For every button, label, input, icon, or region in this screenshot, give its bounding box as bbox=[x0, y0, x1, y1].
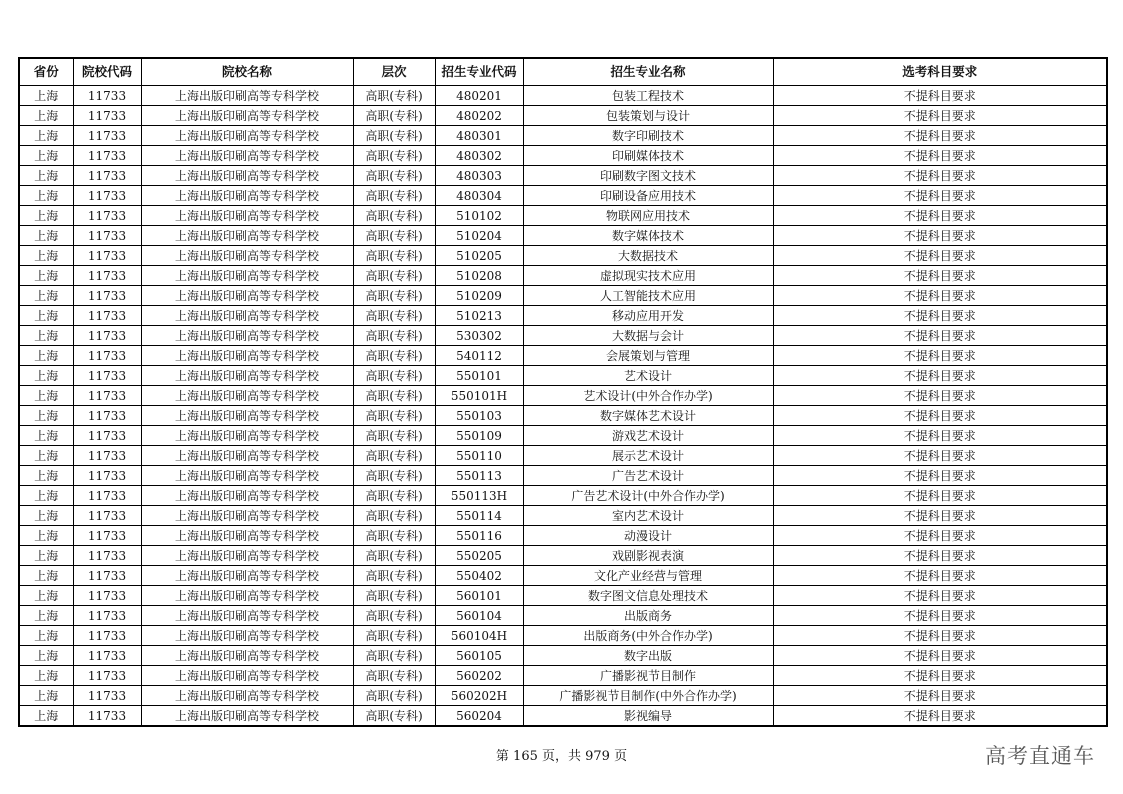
cell-province: 上海 bbox=[19, 366, 73, 386]
cell-major-code: 540112 bbox=[435, 346, 523, 366]
cell-major-name: 印刷数字图文技术 bbox=[523, 166, 773, 186]
cell-level: 高职(专科) bbox=[353, 566, 435, 586]
table-row bbox=[19, 186, 1107, 206]
cell-level: 高职(专科) bbox=[353, 326, 435, 346]
cell-school-code: 11733 bbox=[73, 246, 141, 266]
cell-major-code: 480202 bbox=[435, 106, 523, 126]
cell-school-name: 上海出版印刷高等专科学校 bbox=[141, 606, 353, 626]
cell-major-name: 戏剧影视表演 bbox=[523, 546, 773, 566]
watermark-logo: 高考直通车 bbox=[985, 744, 1095, 768]
page-number: 第 165 页，共 979 页 bbox=[495, 749, 628, 764]
header-school-code: 院校代码 bbox=[73, 58, 141, 86]
cell-major-name: 大数据技术 bbox=[523, 246, 773, 266]
cell-subject-requirement: 不提科目要求 bbox=[773, 226, 1107, 246]
cell-school-code: 11733 bbox=[73, 166, 141, 186]
cell-school-code: 11733 bbox=[73, 366, 141, 386]
table-row bbox=[19, 286, 1107, 306]
cell-school-name: 上海出版印刷高等专科学校 bbox=[141, 646, 353, 666]
cell-major-code: 550113H bbox=[435, 486, 523, 506]
cell-major-code: 510208 bbox=[435, 266, 523, 286]
cell-school-code: 11733 bbox=[73, 446, 141, 466]
cell-school-code: 11733 bbox=[73, 586, 141, 606]
cell-school-name: 上海出版印刷高等专科学校 bbox=[141, 626, 353, 646]
table-row bbox=[19, 506, 1107, 526]
cell-major-name: 动漫设计 bbox=[523, 526, 773, 546]
cell-level: 高职(专科) bbox=[353, 306, 435, 326]
cell-subject-requirement: 不提科目要求 bbox=[773, 426, 1107, 446]
table-row bbox=[19, 426, 1107, 446]
cell-province: 上海 bbox=[19, 346, 73, 366]
cell-province: 上海 bbox=[19, 186, 73, 206]
cell-school-code: 11733 bbox=[73, 466, 141, 486]
cell-level: 高职(专科) bbox=[353, 626, 435, 646]
cell-major-code: 510213 bbox=[435, 306, 523, 326]
cell-major-code: 550103 bbox=[435, 406, 523, 426]
cell-subject-requirement: 不提科目要求 bbox=[773, 486, 1107, 506]
table-row bbox=[19, 646, 1107, 666]
cell-province: 上海 bbox=[19, 566, 73, 586]
cell-level: 高职(专科) bbox=[353, 126, 435, 146]
cell-school-code: 11733 bbox=[73, 146, 141, 166]
cell-school-name: 上海出版印刷高等专科学校 bbox=[141, 526, 353, 546]
cell-major-name: 广告艺术设计 bbox=[523, 466, 773, 486]
cell-major-code: 550205 bbox=[435, 546, 523, 566]
cell-province: 上海 bbox=[19, 486, 73, 506]
cell-subject-requirement: 不提科目要求 bbox=[773, 266, 1107, 286]
cell-major-code: 550116 bbox=[435, 526, 523, 546]
cell-major-name: 艺术设计(中外合作办学) bbox=[523, 386, 773, 406]
cell-province: 上海 bbox=[19, 526, 73, 546]
header-subject-requirement: 选考科目要求 bbox=[773, 58, 1107, 86]
cell-school-name: 上海出版印刷高等专科学校 bbox=[141, 366, 353, 386]
cell-major-name: 文化产业经营与管理 bbox=[523, 566, 773, 586]
cell-school-name: 上海出版印刷高等专科学校 bbox=[141, 386, 353, 406]
cell-major-name: 出版商务 bbox=[523, 606, 773, 626]
cell-school-name: 上海出版印刷高等专科学校 bbox=[141, 246, 353, 266]
cell-school-code: 11733 bbox=[73, 86, 141, 106]
cell-level: 高职(专科) bbox=[353, 446, 435, 466]
cell-subject-requirement: 不提科目要求 bbox=[773, 406, 1107, 426]
cell-subject-requirement: 不提科目要求 bbox=[773, 166, 1107, 186]
cell-school-name: 上海出版印刷高等专科学校 bbox=[141, 566, 353, 586]
cell-school-code: 11733 bbox=[73, 606, 141, 626]
table-row bbox=[19, 406, 1107, 426]
cell-level: 高职(专科) bbox=[353, 346, 435, 366]
cell-school-name: 上海出版印刷高等专科学校 bbox=[141, 486, 353, 506]
table-row bbox=[19, 246, 1107, 266]
cell-school-code: 11733 bbox=[73, 566, 141, 586]
cell-major-code: 550109 bbox=[435, 426, 523, 446]
cell-subject-requirement: 不提科目要求 bbox=[773, 386, 1107, 406]
cell-level: 高职(专科) bbox=[353, 186, 435, 206]
cell-school-name: 上海出版印刷高等专科学校 bbox=[141, 86, 353, 106]
cell-major-name: 数字图文信息处理技术 bbox=[523, 586, 773, 606]
cell-subject-requirement: 不提科目要求 bbox=[773, 286, 1107, 306]
cell-major-code: 480304 bbox=[435, 186, 523, 206]
table-row bbox=[19, 326, 1107, 346]
cell-level: 高职(专科) bbox=[353, 166, 435, 186]
cell-school-name: 上海出版印刷高等专科学校 bbox=[141, 146, 353, 166]
cell-school-name: 上海出版印刷高等专科学校 bbox=[141, 406, 353, 426]
cell-subject-requirement: 不提科目要求 bbox=[773, 346, 1107, 366]
cell-major-name: 虚拟现实技术应用 bbox=[523, 266, 773, 286]
cell-school-name: 上海出版印刷高等专科学校 bbox=[141, 666, 353, 686]
cell-school-code: 11733 bbox=[73, 286, 141, 306]
cell-province: 上海 bbox=[19, 706, 73, 727]
cell-major-code: 560104 bbox=[435, 606, 523, 626]
table-row bbox=[19, 226, 1107, 246]
cell-major-code: 560202H bbox=[435, 686, 523, 706]
table-row bbox=[19, 346, 1107, 366]
cell-subject-requirement: 不提科目要求 bbox=[773, 306, 1107, 326]
cell-major-name: 移动应用开发 bbox=[523, 306, 773, 326]
table-row bbox=[19, 306, 1107, 326]
cell-major-name: 物联网应用技术 bbox=[523, 206, 773, 226]
cell-school-code: 11733 bbox=[73, 706, 141, 727]
table-row bbox=[19, 526, 1107, 546]
table-row bbox=[19, 686, 1107, 706]
cell-major-name: 室内艺术设计 bbox=[523, 506, 773, 526]
cell-subject-requirement: 不提科目要求 bbox=[773, 506, 1107, 526]
cell-school-name: 上海出版印刷高等专科学校 bbox=[141, 166, 353, 186]
cell-school-code: 11733 bbox=[73, 486, 141, 506]
cell-major-name: 广告艺术设计(中外合作办学) bbox=[523, 486, 773, 506]
cell-subject-requirement: 不提科目要求 bbox=[773, 566, 1107, 586]
cell-subject-requirement: 不提科目要求 bbox=[773, 366, 1107, 386]
cell-major-name: 艺术设计 bbox=[523, 366, 773, 386]
table-row bbox=[19, 86, 1107, 106]
table-row bbox=[19, 126, 1107, 146]
table-row bbox=[19, 466, 1107, 486]
cell-school-code: 11733 bbox=[73, 666, 141, 686]
cell-major-name: 数字出版 bbox=[523, 646, 773, 666]
cell-school-code: 11733 bbox=[73, 506, 141, 526]
table-row bbox=[19, 706, 1107, 727]
cell-level: 高职(专科) bbox=[353, 686, 435, 706]
table-row bbox=[19, 666, 1107, 686]
cell-level: 高职(专科) bbox=[353, 646, 435, 666]
cell-province: 上海 bbox=[19, 586, 73, 606]
cell-province: 上海 bbox=[19, 86, 73, 106]
cell-level: 高职(专科) bbox=[353, 546, 435, 566]
cell-subject-requirement: 不提科目要求 bbox=[773, 666, 1107, 686]
cell-school-code: 11733 bbox=[73, 266, 141, 286]
cell-school-code: 11733 bbox=[73, 526, 141, 546]
cell-school-code: 11733 bbox=[73, 426, 141, 446]
cell-school-name: 上海出版印刷高等专科学校 bbox=[141, 126, 353, 146]
cell-school-code: 11733 bbox=[73, 546, 141, 566]
cell-province: 上海 bbox=[19, 666, 73, 686]
cell-province: 上海 bbox=[19, 626, 73, 646]
table-row bbox=[19, 166, 1107, 186]
cell-subject-requirement: 不提科目要求 bbox=[773, 606, 1107, 626]
cell-school-code: 11733 bbox=[73, 306, 141, 326]
cell-level: 高职(专科) bbox=[353, 106, 435, 126]
cell-province: 上海 bbox=[19, 646, 73, 666]
cell-level: 高职(专科) bbox=[353, 426, 435, 446]
table-row bbox=[19, 146, 1107, 166]
table-row bbox=[19, 626, 1107, 646]
cell-level: 高职(专科) bbox=[353, 86, 435, 106]
table-header-row bbox=[19, 58, 1107, 86]
cell-major-code: 550113 bbox=[435, 466, 523, 486]
cell-school-name: 上海出版印刷高等专科学校 bbox=[141, 506, 353, 526]
cell-subject-requirement: 不提科目要求 bbox=[773, 706, 1107, 727]
cell-subject-requirement: 不提科目要求 bbox=[773, 646, 1107, 666]
cell-province: 上海 bbox=[19, 326, 73, 346]
cell-school-name: 上海出版印刷高等专科学校 bbox=[141, 206, 353, 226]
cell-province: 上海 bbox=[19, 306, 73, 326]
cell-major-name: 包装工程技术 bbox=[523, 86, 773, 106]
cell-level: 高职(专科) bbox=[353, 606, 435, 626]
cell-level: 高职(专科) bbox=[353, 206, 435, 226]
cell-subject-requirement: 不提科目要求 bbox=[773, 126, 1107, 146]
cell-level: 高职(专科) bbox=[353, 266, 435, 286]
cell-major-name: 印刷媒体技术 bbox=[523, 146, 773, 166]
cell-province: 上海 bbox=[19, 246, 73, 266]
cell-province: 上海 bbox=[19, 146, 73, 166]
cell-level: 高职(专科) bbox=[353, 466, 435, 486]
cell-school-name: 上海出版印刷高等专科学校 bbox=[141, 266, 353, 286]
cell-province: 上海 bbox=[19, 466, 73, 486]
cell-major-code: 560202 bbox=[435, 666, 523, 686]
cell-major-name: 印刷设备应用技术 bbox=[523, 186, 773, 206]
cell-major-code: 550402 bbox=[435, 566, 523, 586]
cell-level: 高职(专科) bbox=[353, 486, 435, 506]
cell-major-name: 人工智能技术应用 bbox=[523, 286, 773, 306]
cell-level: 高职(专科) bbox=[353, 666, 435, 686]
table-row bbox=[19, 446, 1107, 466]
cell-subject-requirement: 不提科目要求 bbox=[773, 686, 1107, 706]
cell-province: 上海 bbox=[19, 506, 73, 526]
cell-school-name: 上海出版印刷高等专科学校 bbox=[141, 446, 353, 466]
table-row bbox=[19, 566, 1107, 586]
cell-major-code: 480303 bbox=[435, 166, 523, 186]
cell-province: 上海 bbox=[19, 226, 73, 246]
cell-school-name: 上海出版印刷高等专科学校 bbox=[141, 286, 353, 306]
cell-province: 上海 bbox=[19, 106, 73, 126]
header-major-code: 招生专业代码 bbox=[435, 58, 523, 86]
cell-province: 上海 bbox=[19, 166, 73, 186]
cell-subject-requirement: 不提科目要求 bbox=[773, 466, 1107, 486]
cell-level: 高职(专科) bbox=[353, 406, 435, 426]
cell-school-code: 11733 bbox=[73, 126, 141, 146]
cell-subject-requirement: 不提科目要求 bbox=[773, 106, 1107, 126]
header-province: 省份 bbox=[19, 58, 73, 86]
cell-level: 高职(专科) bbox=[353, 286, 435, 306]
table-row bbox=[19, 586, 1107, 606]
cell-major-code: 510204 bbox=[435, 226, 523, 246]
cell-school-name: 上海出版印刷高等专科学校 bbox=[141, 586, 353, 606]
cell-major-name: 会展策划与管理 bbox=[523, 346, 773, 366]
cell-school-code: 11733 bbox=[73, 686, 141, 706]
cell-major-name: 影视编导 bbox=[523, 706, 773, 727]
cell-major-code: 510209 bbox=[435, 286, 523, 306]
cell-school-name: 上海出版印刷高等专科学校 bbox=[141, 186, 353, 206]
table-body bbox=[19, 86, 1107, 727]
cell-major-name: 数字印刷技术 bbox=[523, 126, 773, 146]
cell-province: 上海 bbox=[19, 386, 73, 406]
cell-subject-requirement: 不提科目要求 bbox=[773, 546, 1107, 566]
cell-major-code: 510205 bbox=[435, 246, 523, 266]
cell-subject-requirement: 不提科目要求 bbox=[773, 626, 1107, 646]
cell-province: 上海 bbox=[19, 206, 73, 226]
table-row bbox=[19, 606, 1107, 626]
cell-level: 高职(专科) bbox=[353, 586, 435, 606]
header-major-name: 招生专业名称 bbox=[523, 58, 773, 86]
document-sheet bbox=[18, 57, 1106, 727]
cell-school-name: 上海出版印刷高等专科学校 bbox=[141, 686, 353, 706]
cell-province: 上海 bbox=[19, 286, 73, 306]
cell-subject-requirement: 不提科目要求 bbox=[773, 246, 1107, 266]
header-school-name: 院校名称 bbox=[141, 58, 353, 86]
cell-subject-requirement: 不提科目要求 bbox=[773, 186, 1107, 206]
cell-subject-requirement: 不提科目要求 bbox=[773, 326, 1107, 346]
cell-school-code: 11733 bbox=[73, 386, 141, 406]
cell-level: 高职(专科) bbox=[353, 386, 435, 406]
cell-major-code: 530302 bbox=[435, 326, 523, 346]
cell-school-name: 上海出版印刷高等专科学校 bbox=[141, 106, 353, 126]
table-row bbox=[19, 106, 1107, 126]
table-row bbox=[19, 366, 1107, 386]
cell-major-name: 游戏艺术设计 bbox=[523, 426, 773, 446]
cell-school-code: 11733 bbox=[73, 206, 141, 226]
cell-major-name: 广播影视节目制作 bbox=[523, 666, 773, 686]
cell-school-name: 上海出版印刷高等专科学校 bbox=[141, 546, 353, 566]
cell-major-code: 480301 bbox=[435, 126, 523, 146]
cell-province: 上海 bbox=[19, 546, 73, 566]
cell-province: 上海 bbox=[19, 686, 73, 706]
cell-school-code: 11733 bbox=[73, 346, 141, 366]
table-row bbox=[19, 486, 1107, 506]
cell-subject-requirement: 不提科目要求 bbox=[773, 446, 1107, 466]
cell-major-code: 550101H bbox=[435, 386, 523, 406]
cell-subject-requirement: 不提科目要求 bbox=[773, 86, 1107, 106]
cell-province: 上海 bbox=[19, 406, 73, 426]
table-row bbox=[19, 546, 1107, 566]
cell-school-name: 上海出版印刷高等专科学校 bbox=[141, 346, 353, 366]
cell-major-name: 展示艺术设计 bbox=[523, 446, 773, 466]
cell-school-code: 11733 bbox=[73, 106, 141, 126]
cell-school-name: 上海出版印刷高等专科学校 bbox=[141, 326, 353, 346]
cell-major-name: 广播影视节目制作(中外合作办学) bbox=[523, 686, 773, 706]
cell-school-name: 上海出版印刷高等专科学校 bbox=[141, 466, 353, 486]
cell-level: 高职(专科) bbox=[353, 506, 435, 526]
cell-major-name: 出版商务(中外合作办学) bbox=[523, 626, 773, 646]
cell-major-code: 480302 bbox=[435, 146, 523, 166]
cell-level: 高职(专科) bbox=[353, 146, 435, 166]
admission-table bbox=[18, 57, 1108, 727]
cell-school-name: 上海出版印刷高等专科学校 bbox=[141, 426, 353, 446]
cell-major-code: 560104H bbox=[435, 626, 523, 646]
cell-subject-requirement: 不提科目要求 bbox=[773, 146, 1107, 166]
cell-major-code: 550101 bbox=[435, 366, 523, 386]
cell-school-name: 上海出版印刷高等专科学校 bbox=[141, 226, 353, 246]
cell-province: 上海 bbox=[19, 266, 73, 286]
cell-major-code: 480201 bbox=[435, 86, 523, 106]
cell-major-name: 大数据与会计 bbox=[523, 326, 773, 346]
cell-major-name: 包装策划与设计 bbox=[523, 106, 773, 126]
table-row bbox=[19, 206, 1107, 226]
cell-major-code: 550114 bbox=[435, 506, 523, 526]
cell-subject-requirement: 不提科目要求 bbox=[773, 586, 1107, 606]
cell-province: 上海 bbox=[19, 426, 73, 446]
cell-school-code: 11733 bbox=[73, 406, 141, 426]
cell-level: 高职(专科) bbox=[353, 246, 435, 266]
cell-level: 高职(专科) bbox=[353, 706, 435, 727]
cell-province: 上海 bbox=[19, 446, 73, 466]
cell-major-name: 数字媒体技术 bbox=[523, 226, 773, 246]
cell-level: 高职(专科) bbox=[353, 366, 435, 386]
cell-school-name: 上海出版印刷高等专科学校 bbox=[141, 706, 353, 727]
cell-major-code: 510102 bbox=[435, 206, 523, 226]
cell-school-code: 11733 bbox=[73, 186, 141, 206]
cell-level: 高职(专科) bbox=[353, 226, 435, 246]
header-level: 层次 bbox=[353, 58, 435, 86]
cell-province: 上海 bbox=[19, 126, 73, 146]
cell-school-code: 11733 bbox=[73, 646, 141, 666]
cell-major-code: 560105 bbox=[435, 646, 523, 666]
cell-subject-requirement: 不提科目要求 bbox=[773, 526, 1107, 546]
cell-school-code: 11733 bbox=[73, 326, 141, 346]
cell-school-name: 上海出版印刷高等专科学校 bbox=[141, 306, 353, 326]
cell-school-code: 11733 bbox=[73, 226, 141, 246]
cell-major-code: 560204 bbox=[435, 706, 523, 727]
cell-level: 高职(专科) bbox=[353, 526, 435, 546]
cell-subject-requirement: 不提科目要求 bbox=[773, 206, 1107, 226]
cell-major-code: 550110 bbox=[435, 446, 523, 466]
cell-major-code: 560101 bbox=[435, 586, 523, 606]
cell-school-code: 11733 bbox=[73, 626, 141, 646]
cell-major-name: 数字媒体艺术设计 bbox=[523, 406, 773, 426]
table-row bbox=[19, 386, 1107, 406]
cell-province: 上海 bbox=[19, 606, 73, 626]
table-row bbox=[19, 266, 1107, 286]
